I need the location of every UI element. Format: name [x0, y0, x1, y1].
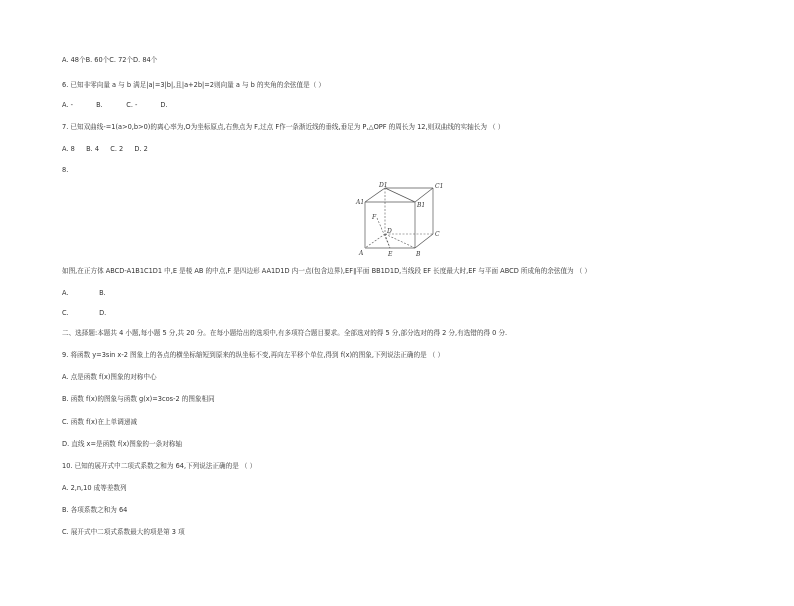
q8-option-a: A. [62, 289, 69, 297]
section-2-heading: 二、选择题:本题共 4 小题,每小题 5 分,共 20 分。在每小题给出的选项中,有多项符合题目要求。全部选对的得 5 分,部分选对的得 2 分,有选错的得 0 分. [62, 329, 508, 337]
q6-option-c: C. - [126, 101, 138, 109]
q10-option-a: A. 2,n,10 成等差数列 [62, 484, 127, 492]
q8-option-d: D. [99, 309, 107, 317]
label-a: A [359, 250, 364, 257]
q9-option-b: B. 函数 f(x)的图象与函数 g(x)=3cos-2 的图象相同 [62, 395, 215, 403]
q10-option-b: B. 各项系数之和为 64 [62, 506, 128, 514]
q7-option-b: B. 4 [86, 145, 100, 153]
q6-stem: 6. 已知非零向量 a 与 b 满足|a|=3|b|,且|a+2b|=2则向量 a 与 b 的夹角的余弦值是（ ） [62, 81, 325, 89]
q5-options: A. 48个B. 60个C. 72个D. 84个 [62, 56, 158, 64]
q6-option-b: B. [96, 101, 103, 109]
label-c: C [435, 231, 440, 238]
q9-option-a: A. 点是函数 f(x)图象的对称中心 [62, 373, 157, 381]
cube-figure [355, 180, 445, 260]
q8-number: 8. [62, 166, 69, 174]
q6-option-a: A. - [62, 101, 73, 109]
q8-options-cd [62, 309, 106, 318]
label-c1: C1 [435, 183, 444, 190]
q9-option-c: C. 函数 f(x)在上单调递减 [62, 418, 138, 426]
q7-option-a: A. 8 [62, 145, 75, 153]
q8-option-b: B. [99, 289, 106, 297]
q8-stem: 如图,在正方体 ABCD-A1B1C1D1 中,E 是棱 AB 的中点,F 是四边形 AA1D1D 内一点(包含边界),EF∥平面 BB1D1D,当线段 EF 长度最大时,EF 与平面 ABCD 所成角的余弦值为 （ ） [62, 267, 592, 275]
q10-option-c: C. 展开式中二项式系数最大的项是第 3 项 [62, 528, 185, 536]
q7-option-c: C. 2 [110, 145, 124, 153]
q7-options [62, 145, 148, 154]
label-a1: A1 [356, 199, 365, 206]
q6-options [62, 101, 168, 110]
label-d1: D1 [379, 182, 388, 189]
q7-stem: 7. 已知双曲线-=1(a>0,b>0)的离心率为,O为坐标原点,右焦点为 F,过点 F作一条渐近线的垂线,垂足为 P,△OPF 的周长为 12,则双曲线的实轴长为 （ ） [62, 123, 505, 131]
q8-option-c: C. [62, 309, 69, 317]
label-d: D [387, 228, 392, 235]
label-b: B [416, 251, 421, 258]
q10-stem: 10. 已知的展开式中二项式系数之和为 64,下列说法正确的是 （ ） [62, 462, 257, 470]
q6-option-d: D. [160, 101, 168, 109]
q8-options-ab [62, 289, 106, 298]
q9-option-d: D. 直线 x=是函数 f(x)图象的一条对称轴 [62, 440, 182, 448]
label-e: E [388, 251, 393, 258]
label-f: F [372, 214, 377, 221]
label-b1: B1 [417, 202, 426, 209]
q9-stem: 9. 将函数 y=3sin x-2 图象上的各点的横坐标缩短到原来的纵坐标不变,再向左平移个单位,得到 f(x)的图象,下列说法正确的是 （ ） [62, 351, 445, 359]
q7-option-d: D. 2 [134, 145, 148, 153]
